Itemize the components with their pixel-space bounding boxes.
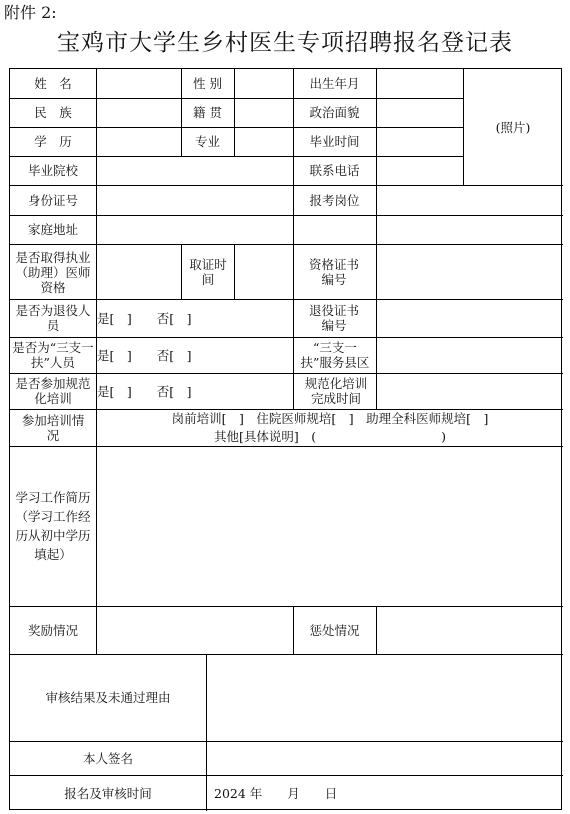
label-ethnicity: 民 族 bbox=[34, 105, 72, 120]
label-veteran-cert: 退役证书编号 bbox=[308, 303, 359, 333]
label-training-status: 参加培训情况 bbox=[21, 412, 85, 443]
page-title: 宝鸡市大学生乡村医生专项招聘报名登记表 bbox=[57, 30, 513, 56]
label-apply-time: 报名及审核时间 bbox=[64, 785, 152, 801]
label-veteran: 是否为退役人员 bbox=[15, 303, 91, 333]
label-id-number: 身份证号 bbox=[27, 192, 78, 208]
label-license-time: 取证时间 bbox=[189, 257, 227, 287]
label-training-done-time: 规范化培训完成时间 bbox=[304, 376, 368, 406]
label-position: 报考岗位 bbox=[309, 192, 360, 208]
label-sanzhi-county: “三支一扶”服务县区 bbox=[300, 340, 370, 370]
label-resume: 学习工作简历（学习工作经历从初中学历填起） bbox=[15, 490, 91, 562]
sanzhi-options: 是[ ] 否[ ] bbox=[97, 347, 192, 363]
attachment-label: 附件 2: bbox=[4, 3, 57, 22]
label-review-result: 审核结果及未通过理由 bbox=[45, 690, 171, 705]
training-line-1: 岗前培训[ ] 住院医师规培[ ] 助理全科医师规培[ ] bbox=[171, 410, 489, 426]
registration-form bbox=[9, 68, 562, 810]
label-cert-no: 资格证书编号 bbox=[308, 257, 359, 287]
col-line-8 bbox=[376, 69, 377, 409]
label-grad-time: 毕业时间 bbox=[309, 134, 360, 149]
veteran-options: 是[ ] 否[ ] bbox=[97, 310, 192, 326]
label-major: 专业 bbox=[194, 134, 220, 149]
label-awards: 奖励情况 bbox=[27, 622, 78, 638]
label-school: 毕业院校 bbox=[27, 163, 78, 178]
label-signature: 本人签名 bbox=[82, 750, 133, 766]
col-line-5 bbox=[234, 244, 235, 299]
col-line-3 bbox=[181, 244, 182, 299]
col-line-4 bbox=[234, 69, 235, 156]
photo-placeholder: (照片) bbox=[495, 119, 531, 135]
col-line-6b bbox=[293, 373, 294, 409]
apply-date: 2024 年 月 日 bbox=[214, 785, 338, 801]
label-license: 是否取得执业（助理）医师资格 bbox=[15, 249, 91, 295]
col-line-9 bbox=[376, 606, 377, 654]
label-name: 姓 名 bbox=[34, 76, 72, 91]
standard-options: 是[ ] 否[ ] bbox=[97, 383, 192, 399]
label-education: 学 历 bbox=[34, 134, 72, 149]
col-line-11 bbox=[206, 654, 207, 811]
label-political: 政治面貌 bbox=[309, 105, 360, 120]
label-phone: 联系电话 bbox=[309, 163, 360, 178]
label-address: 家庭地址 bbox=[27, 222, 78, 237]
label-standard-training: 是否参加规范化培训 bbox=[15, 376, 91, 406]
label-gender: 性 别 bbox=[193, 76, 222, 91]
label-birth: 出生年月 bbox=[309, 76, 360, 91]
training-line-2: 其他[具体说明] ( ) bbox=[213, 428, 446, 444]
label-penalties: 惩处情况 bbox=[309, 622, 360, 638]
label-sanzhi: 是否为“三支一扶”人员 bbox=[12, 340, 94, 370]
label-native-place: 籍 贯 bbox=[193, 105, 222, 120]
